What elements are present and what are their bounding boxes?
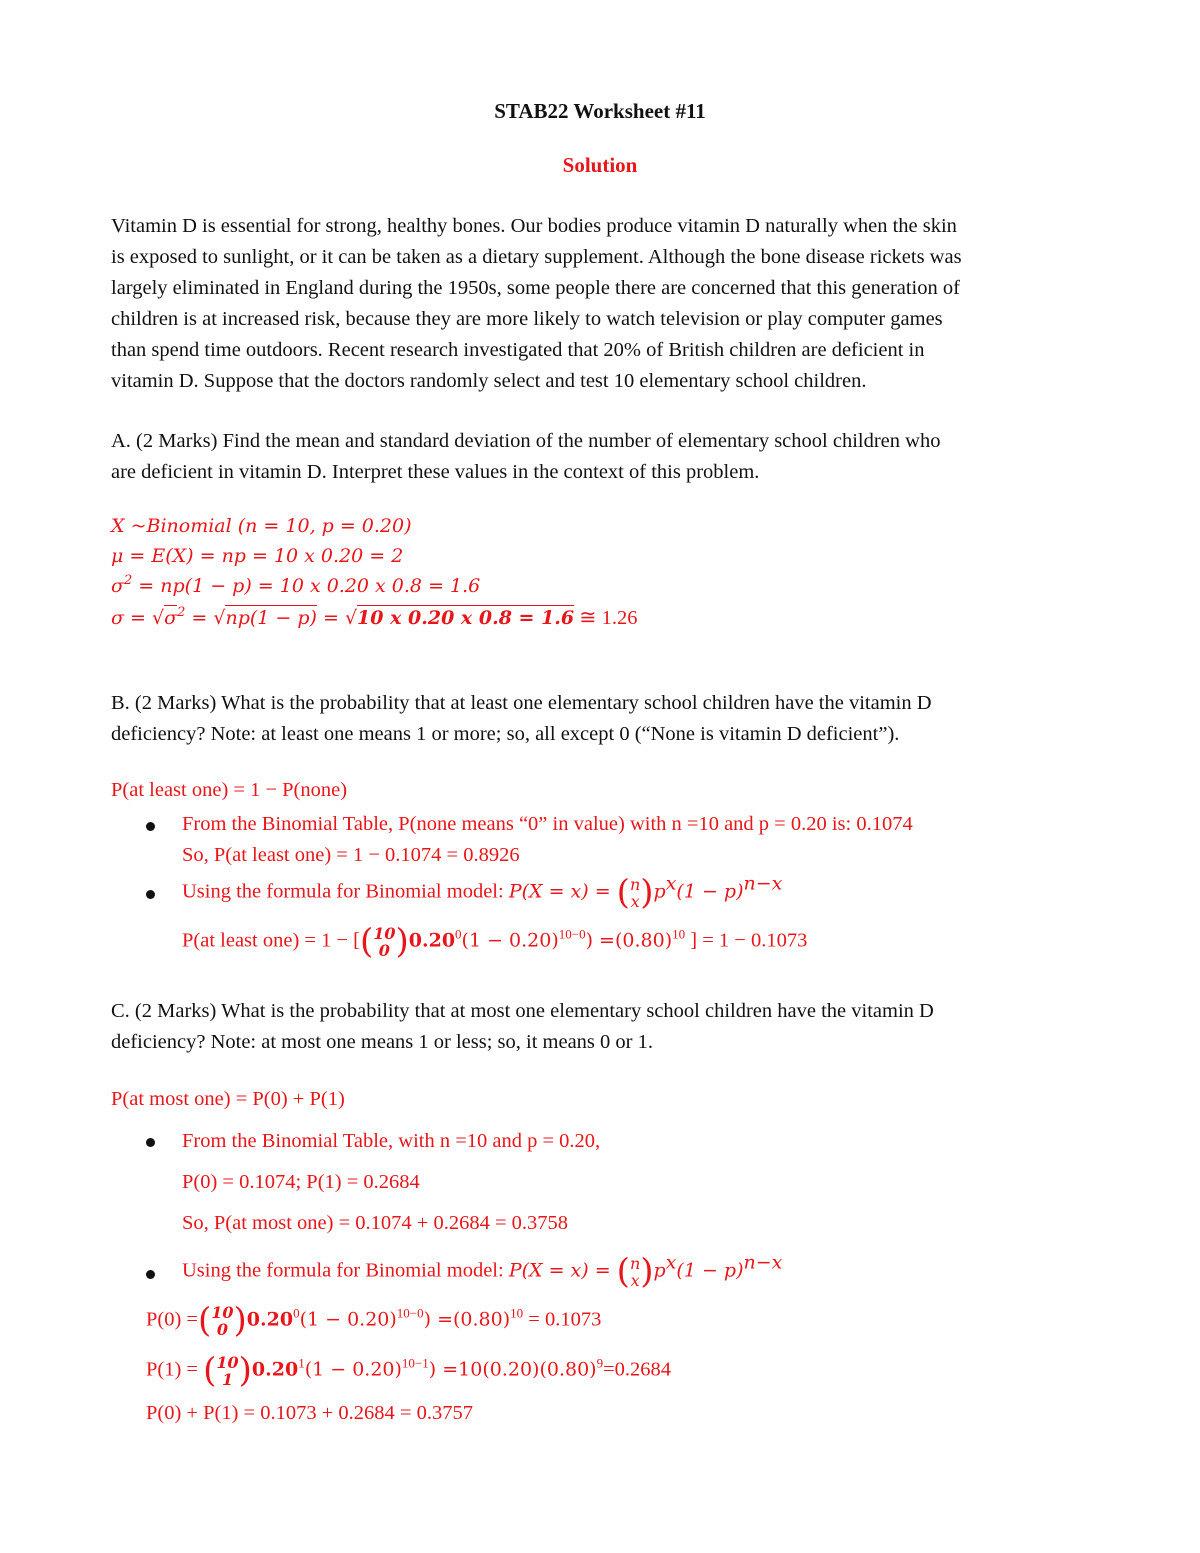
p0-prefix: P(0) =	[146, 1308, 198, 1331]
p0-term: ) =(0.80)	[423, 1308, 511, 1331]
part-b-bullet1-line1: From the Binomial Table, P(none means “0” in value) with n =10 and p = 0.20 is: 0.1074	[182, 813, 913, 835]
question-line: are deficient in vitamin D. Interpret these values in the context of this problem.	[111, 461, 760, 483]
question-line: deficiency? Note: at least one means 1 or more; so, all except 0 (“None is vitamin D deficient”).	[111, 723, 900, 745]
binomial-coefficient: ( 10 0 )	[359, 921, 409, 962]
std-dev-result: ≅ 1.26	[574, 607, 638, 629]
p1-prefix: P(1) =	[146, 1358, 204, 1381]
question-line: B. (2 Marks) What is the probability that at least one elementary school children have the vitamin D	[111, 692, 932, 714]
question-line: A. (2 Marks) Find the mean and standard deviation of the number of elementary school children who	[111, 430, 941, 452]
p1-term: 0.20	[251, 1358, 299, 1381]
bullet-icon	[146, 1270, 155, 1279]
sqrt-sigma-squared: σ	[164, 607, 178, 629]
p1-term: (1 − 0.20)	[304, 1358, 402, 1381]
intro-line: vitamin D. Suppose that the doctors randomly select and test 10 elementary school children.	[111, 370, 867, 392]
intro-line: Vitamin D is essential for strong, healthy bones. Our bodies produce vitamin D naturally when the skin	[111, 215, 957, 237]
question-line: C. (2 Marks) What is the probability that at most one elementary school children have the vitamin D	[111, 1000, 934, 1022]
intro-line: largely eliminated in England during the 1950s, some people there are concerned that this generation of	[111, 277, 960, 299]
p0-line: P(0) =( 10 0 )$0.20^0(1 - 0.20)^{10-0}) =(0.80)^{10} = 0.1073$	[146, 1300, 602, 1341]
part-c-bullet1-line2: P(0) = 0.1074; P(1) = 0.2684	[182, 1171, 420, 1193]
part-c-answer-line: P(at most one) = P(0) + P(1)	[111, 1088, 345, 1110]
intro-line: than spend time outdoors. Recent research investigated that 20% of British children are deficient in	[111, 339, 925, 361]
equation-mean: μ = E(X) = np = 10 x 0.20 = 2	[111, 545, 404, 567]
final-line-result: ] = 1 − 0.1073	[685, 929, 808, 952]
final-line-prefix: P(at least one) = 1 − [	[182, 929, 360, 952]
bullet2-text: Using the formula for Binomial model:	[182, 880, 509, 903]
bullet-icon	[146, 1138, 155, 1147]
p0-term: (1 − 0.20)	[299, 1308, 397, 1331]
final-line-term: ) =(0.80)	[585, 929, 673, 952]
std-dev-symbol: σ =	[111, 607, 152, 629]
part-b-bullet2: Using the formula for Binomial model: P(X = x) = ( n x )$p^x(1 - p)^{n-x}$	[182, 872, 783, 913]
sqrt-numeric: 10 x 0.20 x 0.8 = 1.6	[357, 607, 575, 629]
equation-std-dev: $\sigma = √\sigma^2 = √np(1 - p) = √10$ x 0.20 x 0.8 = 1.6 ≅ 1.26	[111, 605, 638, 629]
binomial-coefficient: ( 10 1 )	[203, 1350, 252, 1391]
page-subtitle: Solution	[562, 153, 638, 177]
equation-variance: $\sigma^2 = np(1 - p) = 10$ x 0.20 x 0.8 = 1.6	[111, 573, 481, 597]
equals-sign: =	[316, 607, 345, 629]
final-line-term: 0.20	[408, 929, 456, 952]
bullet2-text: Using the formula for Binomial model:	[182, 1259, 509, 1282]
intro-line: is exposed to sunlight, or it can be taken as a dietary supplement. Although the bone disease rickets was	[111, 246, 962, 268]
part-a-question	[111, 426, 940, 488]
part-c-bullet1-line3: So, P(at most one) = 0.1074 + 0.2684 = 0.3758	[182, 1212, 569, 1234]
binomial-coefficient: ( n x )	[616, 1251, 654, 1292]
part-b-final-line: P(at least one) = 1 − [( 10 0 )$0.20^0(1 - 0.20)^{10-0}) =(0.80)^{10}$ ] = 1 − 0.1073	[182, 921, 808, 962]
part-c-bullet2: Using the formula for Binomial model: P(X = x) = ( n x )$p^x(1 - p)^{n-x}$	[182, 1251, 783, 1292]
sqrt-npq: np(1 − p)	[225, 607, 317, 629]
p0-term: 0.20	[246, 1308, 294, 1331]
p1-line: P(1) = ( 10 1 )$0.20^1(1 - 0.20)^{10-1}) =10(0.20)(0.80)^9=0.2684$	[146, 1350, 672, 1391]
equals-sign: =	[185, 607, 214, 629]
p0-result: = 0.1073	[523, 1308, 602, 1331]
binomial-coefficient: ( n x )	[616, 872, 654, 913]
part-c-question	[111, 996, 934, 1058]
variance-expression: = np(1 − p) = 10 x 0.20 x 0.8 = 1.6	[132, 575, 481, 597]
part-c-bullet1-line1: From the Binomial Table, with n =10 and p = 0.20,	[182, 1130, 601, 1152]
part-b-answer-line: P(at least one) = 1 − P(none)	[111, 779, 348, 801]
bullet-icon	[146, 890, 155, 899]
part-b-question	[111, 688, 932, 750]
page-title: STAB22 Worksheet #11	[494, 99, 706, 123]
bullet-icon	[146, 822, 155, 831]
equation-distribution: X ~Binomial (n = 10, p = 0.20)	[111, 515, 412, 537]
final-line-term: (1 − 0.20)	[461, 929, 559, 952]
formula-p: p	[653, 880, 666, 903]
sum-line: P(0) + P(1) = 0.1073 + 0.2684 = 0.3757	[146, 1402, 473, 1424]
p1-result: =0.2684	[603, 1358, 672, 1381]
binomial-formula: P(X = x) =	[508, 1259, 617, 1282]
intro-paragraph	[111, 211, 962, 397]
binomial-coefficient: ( 10 0 )	[198, 1300, 247, 1341]
formula-p: p	[653, 1259, 666, 1282]
part-b-bullet1-line2: So, P(at least one) = 1 − 0.1074 = 0.8926	[182, 844, 520, 866]
p1-term: ) =10(0.20)(0.80)	[428, 1358, 597, 1381]
variance-symbol: σ	[111, 575, 124, 597]
intro-line: children is at increased risk, because they are more likely to watch television or play computer games	[111, 308, 943, 330]
binomial-formula: P(X = x) =	[508, 880, 617, 903]
question-line: deficiency? Note: at most one means 1 or less; so, it means 0 or 1.	[111, 1031, 653, 1053]
